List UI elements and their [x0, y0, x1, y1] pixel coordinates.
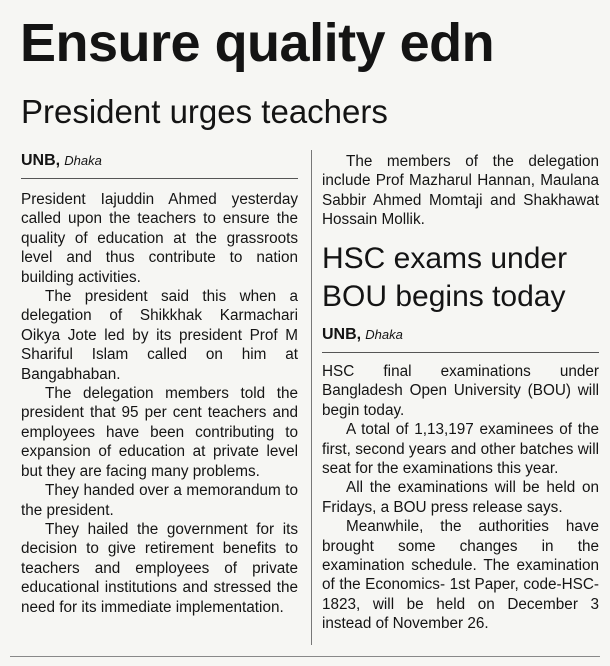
- byline-place: Dhaka: [64, 153, 102, 168]
- byline-agency: UNB,: [21, 152, 61, 169]
- article1-body: [21, 190, 298, 617]
- article2-body: [322, 362, 599, 634]
- article2-paragraph: Meanwhile, the authorities have brought some changes in the examination schedule. The examination of the Economics- 1st Paper, code-HSC-1823, will be held on December 3 instead of November 26.: [322, 518, 599, 633]
- article2-headline: HSC exams under BOU begins today: [322, 242, 568, 313]
- article2-paragraph: A total of 1,13,197 examinees of the first, second years and other batches will seat for the examinations this year.: [322, 421, 599, 478]
- byline-article2: [322, 326, 403, 344]
- byline-rule-right: [322, 352, 599, 353]
- article1-paragraph: The delegation members told the president that 95 per cent teachers and employees have been contributing to expansion of education at private level but they are facing many problems.: [21, 385, 298, 480]
- article1-paragraph: The members of the delegation include Prof Mazharul Hannan, Maulana Sabbir Ahmed Momtaji and Shakhawat Hossain Mollik.: [322, 153, 599, 229]
- article1-continuation: [322, 152, 599, 230]
- article1-paragraph: They handed over a memorandum to the president.: [21, 482, 298, 519]
- byline-rule-left: [21, 178, 298, 179]
- byline-place: Dhaka: [365, 327, 403, 342]
- bottom-rule: [10, 656, 600, 657]
- article1-paragraph: President Iajuddin Ahmed yesterday called upon the teachers to ensure the quality of education at the grassroots level and thus contribute to nation building activities.: [21, 191, 298, 286]
- byline-article1: [21, 152, 102, 170]
- subheadline: President urges teachers: [21, 93, 388, 130]
- byline-agency: UNB,: [322, 326, 362, 343]
- article1-paragraph: The president said this when a delegation of Shikkhak Karmachari Oikya Jote led by its president Prof M Shariful Islam called on him at Bangabhaban.: [21, 288, 298, 383]
- article2-paragraph: All the examinations will be held on Fridays, a BOU press release says.: [322, 479, 599, 516]
- article1-paragraph: They hailed the government for its decision to give retirement benefits to teachers and employees of private educational institutions and stressed the need for its immediate implementation.: [21, 520, 298, 616]
- column-divider: [311, 150, 312, 645]
- main-headline: Ensure quality edn: [20, 13, 495, 73]
- article2-paragraph: HSC final examinations under Bangladesh Open University (BOU) will begin today.: [322, 363, 599, 419]
